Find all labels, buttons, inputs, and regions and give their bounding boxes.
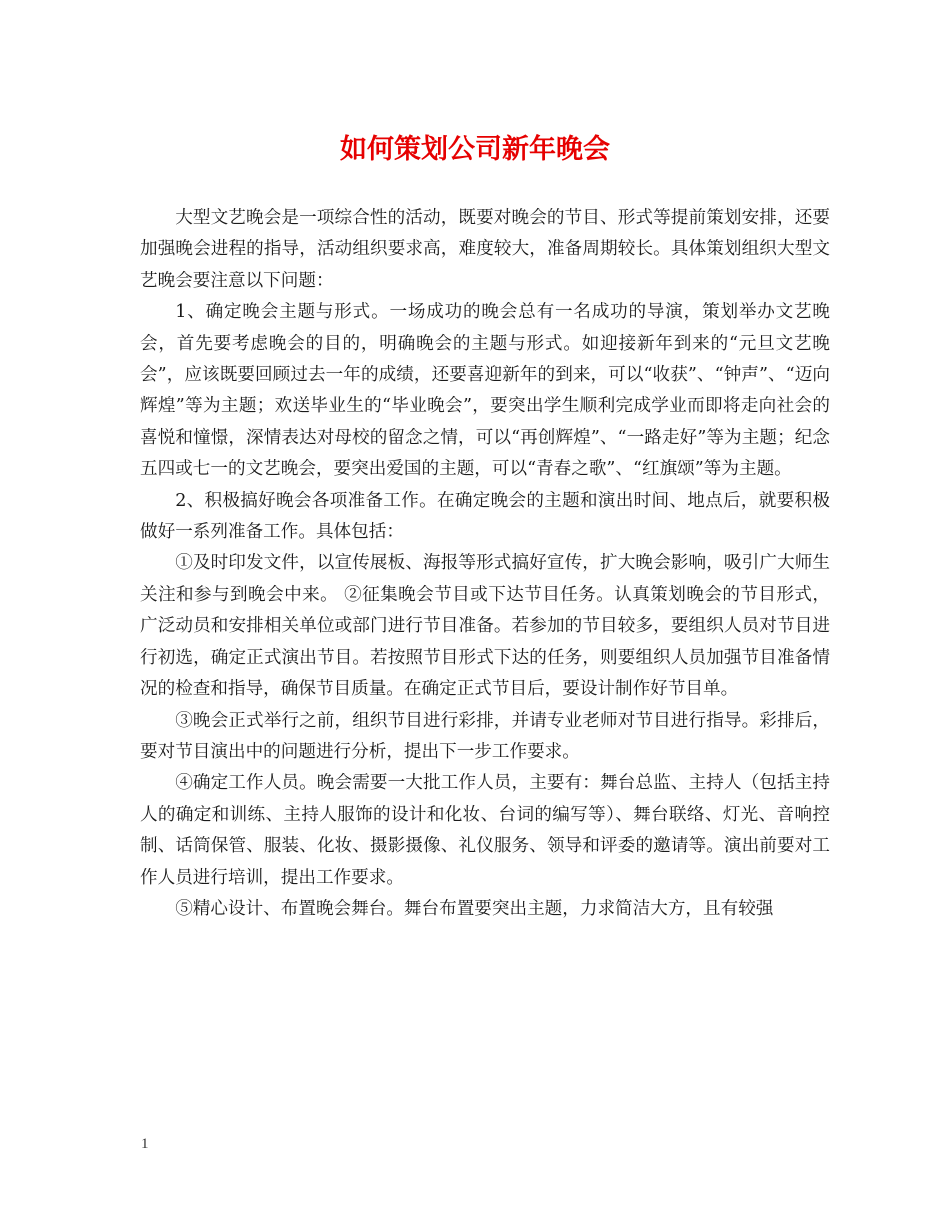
paragraph-theme: 1、确定晚会主题与形式。一场成功的晚会总有一名成功的导演，策划举办文艺晚会，首先要考虑晚会的目的，明确晚会的主题与形式。如迎接新年到来的“元旦文艺晚会”，应该既要回顾过去一年的成绩，还要喜迎新年的到来，可以“收获”、“钟声”、“迈向辉煌”等为主题；欢送毕业生的“毕业晚会”，要突出学生顺利完成学业而即将走向社会的喜悦和憧憬，深情表达对母校的留念之情，可以“再创辉煌”、“一路走好”等为主题；纪念五四或七一的文艺晚会，要突出爱国的主题，可以“青春之歌”、“红旗颂”等为主题。 (140, 302, 830, 480)
document-body (140, 203, 830, 925)
page-number: 1 (141, 1136, 149, 1152)
paragraph-rehearsal: ③晚会正式举行之前，组织节目进行彩排，并请专业老师对节目进行指导。彩排后，要对节目演出中的问题进行分析，提出下一步工作要求。 (140, 710, 830, 762)
page-title: 如何策划公司新年晚会 (340, 134, 610, 165)
paragraph-preparation: 2、积极搞好晚会各项准备工作。在确定晚会的主题和演出时间、地点后，就要积极做好一系列准备工作。具体包括： (140, 490, 830, 543)
paragraph-publicity-and-programs: ①及时印发文件，以宣传展板、海报等形式搞好宣传，扩大晚会影响，吸引广大师生关注和参与到晚会中来。 ②征集晚会节目或下达节目任务。认真策划晚会的节目形式，广泛动员和安排相关单位或部门进行节目准备。若参加的节目较多，要组织人员对节目进行初选，确定正式演出节目。若按照节目形式下达的任务，则要组织人员加强节目准备情况的检查和指导，确保节目质量。在确定正式节目后，要设计制作好节目单。 (140, 553, 830, 700)
paragraph-intro: 大型文艺晚会是一项综合性的活动，既要对晚会的节目、形式等提前策划安排，还要加强晚会进程的指导，活动组织要求高，难度较大，准备周期较长。具体策划组织大型文艺晚会要注意以下问题： (140, 208, 830, 291)
paragraph-staff: ④确定工作人员。晚会需要一大批工作人员，主要有：舞台总监、主持人（包括主持人的确定和训练、主持人服饰的设计和化妆、台词的编写等）、舞台联络、灯光、音响控制、话筒保管、服装、化妆、摄影摄像、礼仪服务、领导和评委的邀请等。演出前要对工作人员进行培训，提出工作要求。 (140, 773, 830, 888)
paragraph-stage: ⑤精心设计、布置晚会舞台。舞台布置要突出主题，力求简洁大方，且有较强 (175, 898, 774, 919)
